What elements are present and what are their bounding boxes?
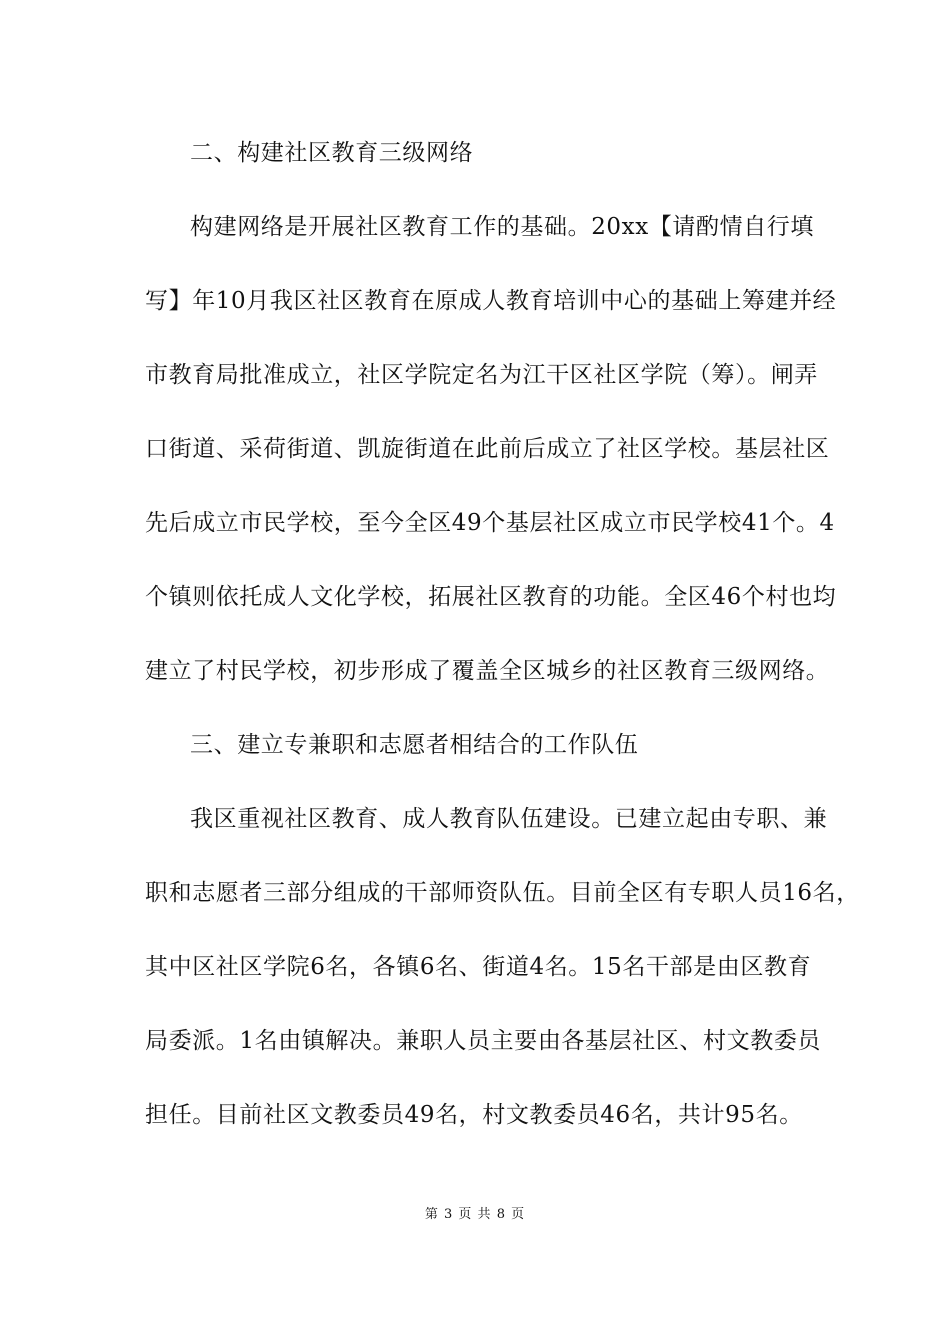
paragraph-line: 构建网络是开展社区教育工作的基础。20xx【请酌情自行填 — [190, 214, 815, 240]
page-number-footer: 第 3 页 共 8 页 — [424, 1207, 526, 1222]
paragraph-line: 先后成立市民学校，至今全区49个基层社区成立市民学校41个。4 — [145, 510, 835, 536]
paragraph-line: 建立了村民学校，初步形成了覆盖全区城乡的社区教育三级网络。 — [145, 658, 830, 684]
paragraph-line: 局委派。1名由镇解决。兼职人员主要由各基层社区、村文教委员 — [145, 1028, 822, 1054]
section-heading-network: 二、构建社区教育三级网络 — [190, 140, 474, 166]
section-heading-team: 三、建立专兼职和志愿者相结合的工作队伍 — [190, 732, 639, 758]
paragraph-line: 市教育局批准成立，社区学院定名为江干区社区学院（筹）。闸弄 — [145, 362, 818, 388]
paragraph-line: 担任。目前社区文教委员49名，村文教委员46名，共计95名。 — [145, 1102, 803, 1128]
paragraph-line: 我区重视社区教育、成人教育队伍建设。已建立起由专职、兼 — [190, 806, 828, 832]
paragraph-line: 个镇则依托成人文化学校，拓展社区教育的功能。全区46个村也均 — [145, 584, 837, 610]
paragraph-line: 口街道、采荷街道、凯旋街道在此前后成立了社区学校。基层社区 — [145, 436, 830, 462]
paragraph-line: 其中区社区学院6名，各镇6名、街道4名。15名干部是由区教育 — [145, 954, 812, 980]
paragraph-line: 职和志愿者三部分组成的干部师资队伍。目前全区有专职人员16名， — [145, 880, 860, 906]
paragraph-line: 写】年10月我区社区教育在原成人教育培训中心的基础上筹建并经 — [145, 288, 837, 314]
